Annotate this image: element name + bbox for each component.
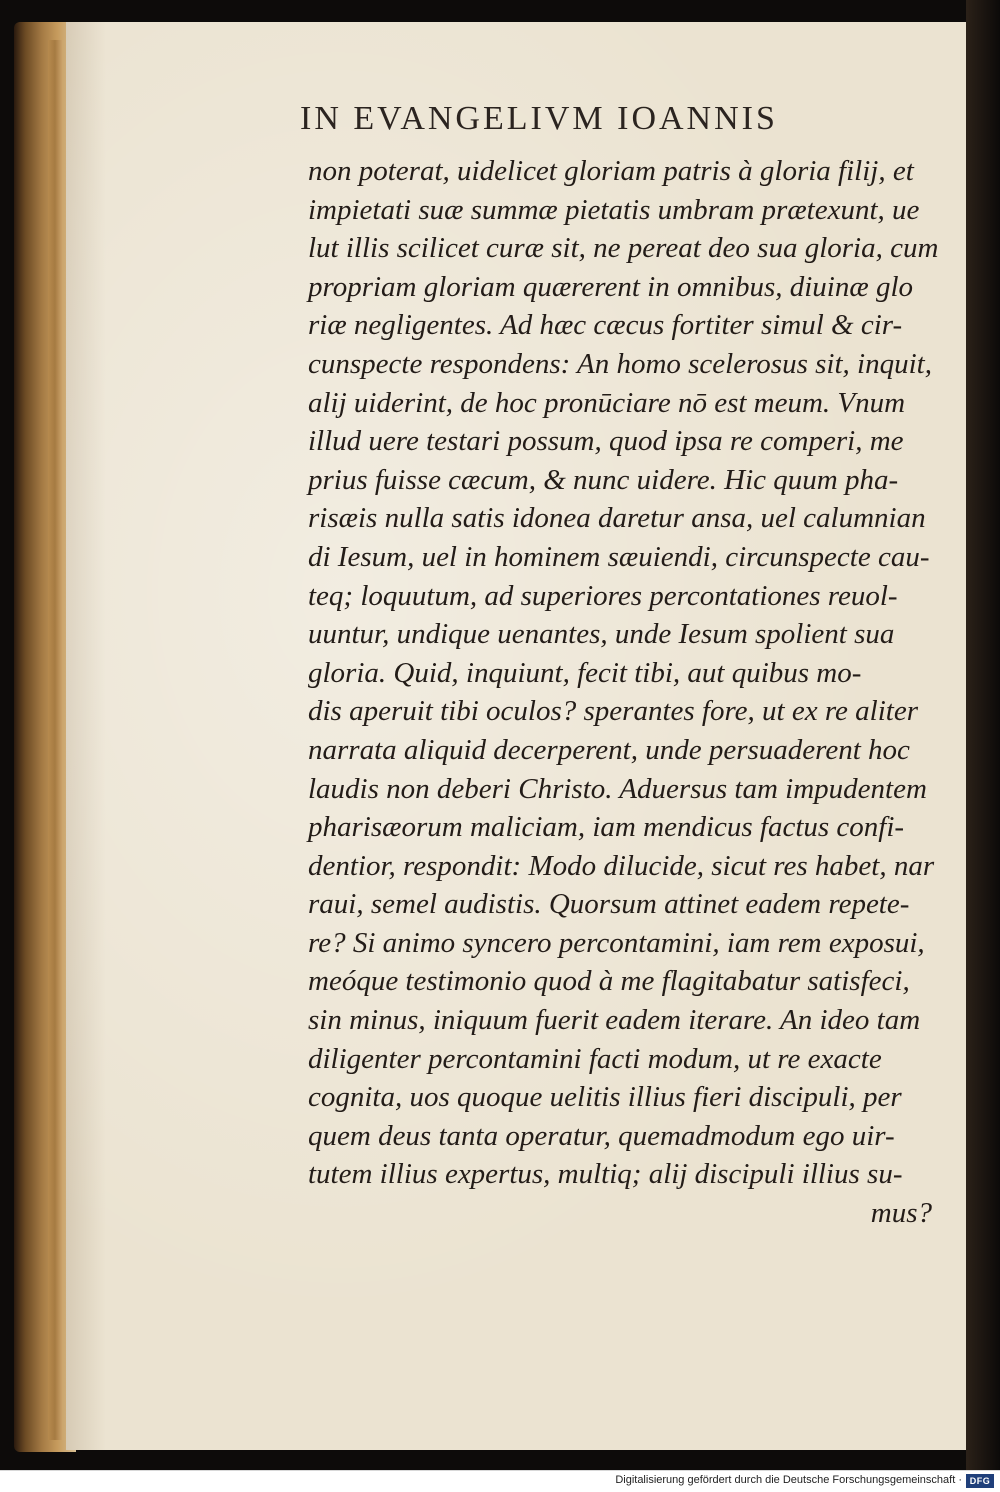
text-line: dentior, respondit: Modo dilucide, sicut res habet, nar — [308, 849, 935, 882]
footer-bar — [0, 1470, 1000, 1492]
text-line: risæis nulla satis idonea daretur ansa, uel calumnian — [308, 502, 926, 535]
running-head: IN EVANGELIVM IOANNIS — [300, 100, 778, 137]
text-line: impietati suæ summæ pietatis umbram prætexunt, ue — [308, 193, 920, 226]
text-line: uuntur, undique uenantes, unde Iesum spolient sua — [308, 618, 895, 651]
text-line: meóque testimonio quod à me flagitabatur satisfeci, — [308, 965, 910, 998]
text-line: dis aperuit tibi oculos? sperantes fore, ut ex re aliter — [308, 695, 919, 728]
text-line: tutem illius expertus, multiq; alij discipuli illius su- — [308, 1158, 903, 1191]
body-text — [308, 152, 948, 1233]
text-line: diligenter percontamini facti modum, ut re exacte — [308, 1042, 882, 1075]
text-line: narrata aliquid decerperent, unde persuaderent hoc — [308, 733, 910, 766]
page-edge-strip — [48, 40, 62, 1440]
catchword: mus? — [870, 1197, 932, 1230]
text-line: prius fuisse cæcum, & nunc uidere. Hic quum pha- — [308, 463, 899, 496]
text-line: teq; loquutum, ad superiores percontationes reuol- — [308, 579, 898, 612]
dfg-logo[interactable]: DFG — [966, 1474, 994, 1488]
text-line: riæ negligentes. Ad hæc cæcus fortiter simul & cir- — [308, 309, 903, 342]
funding-credit: Digitalisierung gefördert durch die Deutsche Forschungsgemeinschaft · — [615, 1474, 962, 1486]
text-line: cognita, uos quoque uelitis illius fieri discipuli, per — [308, 1081, 902, 1114]
text-line: sin minus, iniquum fuerit eadem iterare. An ideo tam — [308, 1004, 921, 1037]
text-line: lut illis scilicet curæ sit, ne pereat deo sua gloria, cum — [308, 232, 939, 265]
text-line: propriam gloriam quærerent in omnibus, diuinæ glo — [308, 270, 914, 303]
text-line: illud uere testari possum, quod ipsa re comperi, me — [308, 425, 904, 458]
text-line: di Iesum, uel in hominem sæuiendi, circunspecte cau- — [308, 540, 930, 573]
text-line: alij uiderint, de hoc pronūciare nō est meum. Vnum — [308, 386, 906, 419]
right-binding — [966, 0, 1000, 1470]
text-line: gloria. Quid, inquiunt, fecit tibi, aut quibus mo- — [308, 656, 862, 689]
text-line: laudis non deberi Christo. Aduersus tam impudentem — [308, 772, 927, 805]
text-line: non poterat, uidelicet gloriam patris à gloria filij, et — [308, 155, 914, 187]
text-line: re? Si animo syncero percontamini, iam rem exposui, — [308, 926, 925, 959]
text-line: raui, semel audistis. Quorsum attinet eadem repete- — [308, 888, 910, 921]
text-line: quem deus tanta operatur, quemadmodum ego uir- — [308, 1119, 895, 1152]
text-line: cunspecte respondens: An homo scelerosus sit, inquit, — [308, 347, 932, 380]
text-line: pharisæorum maliciam, iam mendicus factus confi- — [308, 811, 905, 844]
